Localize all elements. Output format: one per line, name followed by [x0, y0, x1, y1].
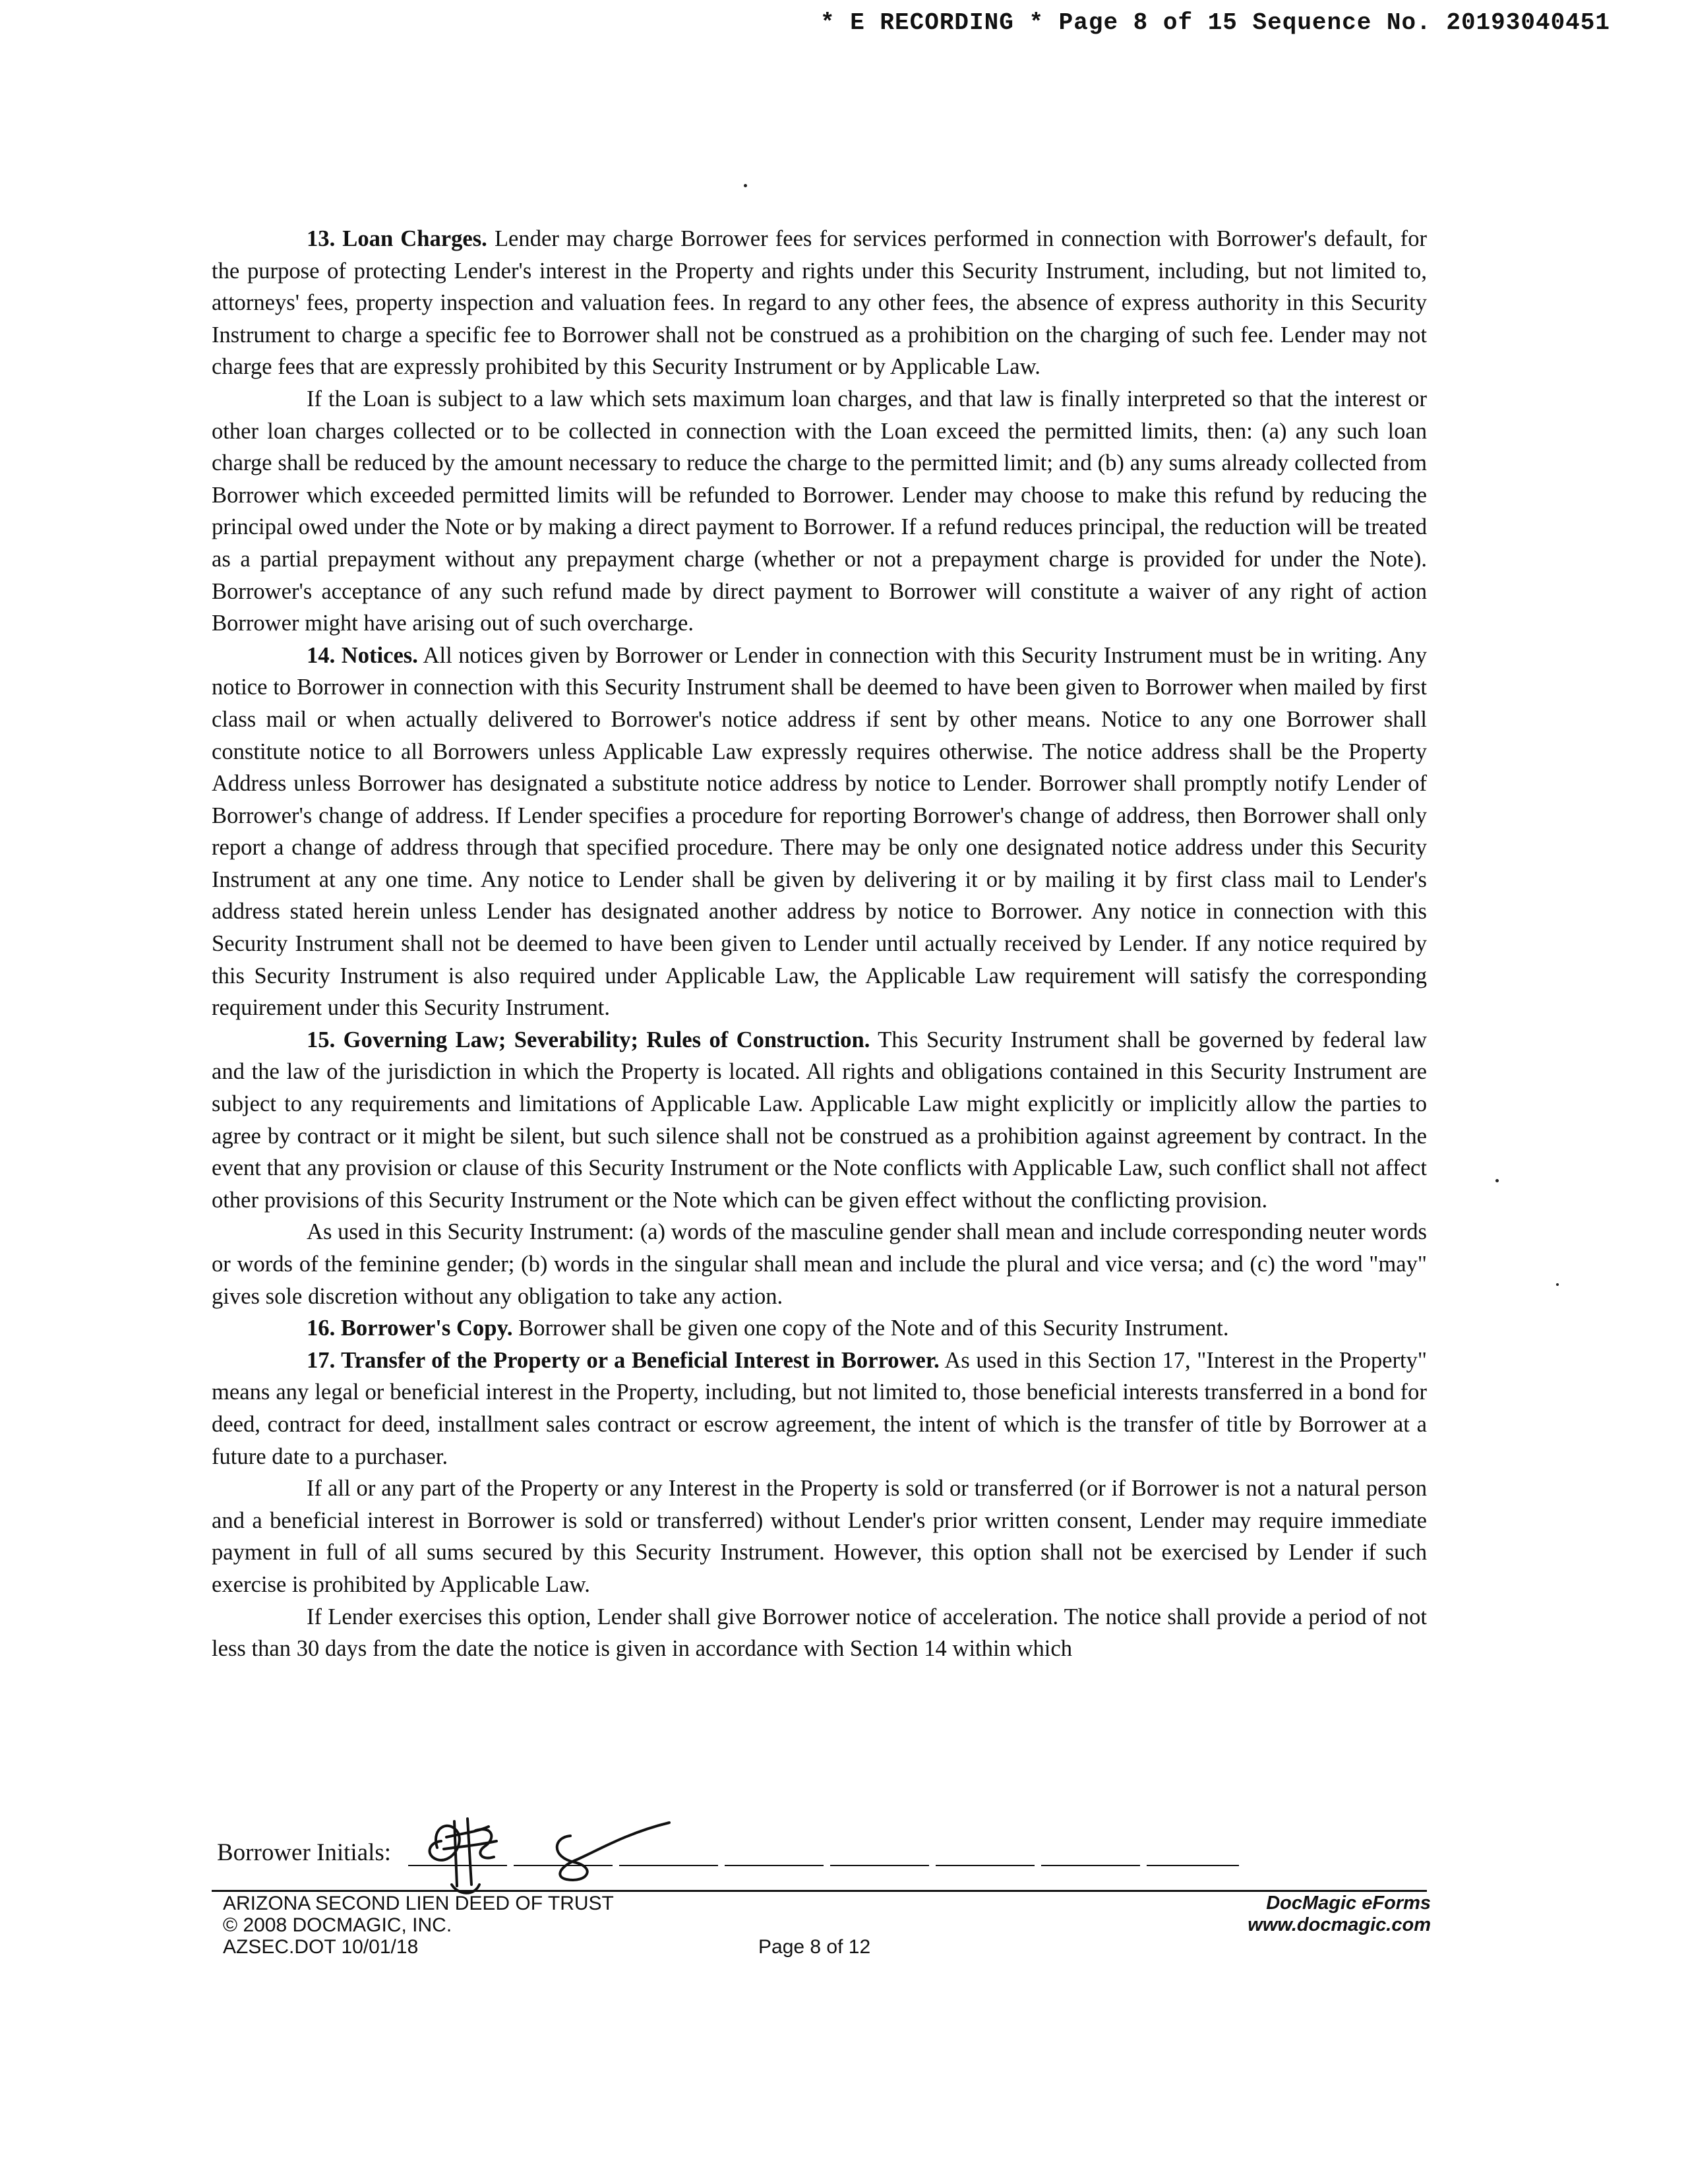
- page-number: Page 8 of 12: [758, 1936, 871, 1958]
- section-text: If Lender exercises this option, Lender shall give Borrower notice of acceleration. The notice shall provide a period of not less than 30 days from the date the notice is given in accordance with Section 14 within which: [212, 1604, 1427, 1662]
- section-text: This Security Instrument shall be governed by federal law and the law of the jurisdiction in which the Property is located. All rights and obligations contained in this Security Instrument are subject to any requirements and limitations of Applicable Law. Applicable Law might explicitly or implicitly allow the parties to agree by contract or it might be silent, but such silence shall not be construed as a prohibition against agreement by contract. In the event that any provision or clause of this Security Instrument or the Note conflicts with Applicable Law, such conflict shall not affect other provisions of this Security Instrument or the Note which can be given effect without the conflicting provision.: [212, 1027, 1427, 1213]
- scan-speck: [1556, 1283, 1559, 1286]
- form-title: ARIZONA SECOND LIEN DEED OF TRUST: [223, 1893, 614, 1914]
- footer-divider: [212, 1890, 1427, 1892]
- brand-website: www.docmagic.com: [1248, 1914, 1431, 1935]
- section-text: Lender may charge Borrower fees for services performed in connection with Borrower's default, for the purpose of protecting Lender's interest in the Property and rights under this Security Instrument, including, but not limited to, attorneys' fees, property inspection and valuation fees. In regard to any other fees, the absence of express authority in this Security Instrument to charge a specific fee to Borrower shall not be construed as a prohibition on the charging of such fee. Lender may not charge fees that are expressly prohibited by this Security Instrument or by Applicable Law.: [212, 226, 1428, 380]
- footer-brand: [1248, 1893, 1431, 1936]
- initials-line: [936, 1865, 1035, 1866]
- borrower-initials-row: [212, 1807, 1240, 1879]
- form-code: AZSEC.DOT 10/01/18: [223, 1936, 419, 1958]
- section-paragraph: [212, 383, 1427, 640]
- section-paragraph: [212, 1024, 1427, 1217]
- section-paragraph: [212, 1345, 1427, 1472]
- section-text: If the Loan is subject to a law which sets maximum loan charges, and that law is finally interpreted so that the interest or other loan charges collected or to be collected in connection with the Loan exceed the permitted limits, then: (a) any such loan charge shall be reduced by the amount necessary to reduce the charge to the permitted limit; and (b) any sums already collected from Borrower which exceeded permitted limits will be refunded to Borrower. Lender may choose to make this refund by reducing the principal owed under the Note or by making a direct payment to Borrower. If a refund reduces principal, the reduction will be treated as a partial prepayment without any prepayment charge (whether or not a prepayment charge is provided for under the Note). Borrower's acceptance of any such refund made by direct payment to Borrower will constitute a waiver of any right of action Borrower might have arising out of such overcharge.: [212, 386, 1427, 636]
- section-heading: 15. Governing Law; Severability; Rules of Construction.: [307, 1027, 870, 1052]
- borrower-initials-signature: [540, 1820, 672, 1886]
- section-paragraph: [212, 1216, 1427, 1312]
- section-paragraph: [212, 1472, 1427, 1600]
- recording-stamp: * E RECORDING * Page 8 of 15 Sequence No. 20193040451: [820, 9, 1610, 36]
- section-heading: 17. Transfer of the Property or a Beneficial Interest in Borrower.: [307, 1347, 940, 1373]
- document-body: [212, 223, 1427, 1665]
- scan-speck: [1495, 1179, 1499, 1182]
- section-text: As used in this Security Instrument: (a) words of the masculine gender shall mean and include corresponding neuter words or words of the feminine gender; (b) words in the singular shall mean and include the plural and vice versa; and (c) the word "may" gives sole discretion without any obligation to take any action.: [212, 1219, 1427, 1309]
- section-text: All notices given by Borrower or Lender in connection with this Security Instrument must be in writing. Any notice to Borrower in connection with this Security Instrument shall be deemed to have been given to Borrower when mailed by first class mail or when actually delivered to Borrower's notice address if sent by other means. Notice to any one Borrower shall constitute notice to all Borrowers unless Applicable Law expressly requires otherwise. The notice address shall be the Property Address unless Borrower has designated a substitute notice address by notice to Lender. Borrower shall promptly notify Lender of Borrower's change of address. If Lender specifies a procedure for reporting Borrower's change of address, then Borrower shall only report a change of address through that specified procedure. There may be only one designated notice address under this Security Instrument at any one time. Any notice to Lender shall be given by delivering it or by mailing it by first class mail to Lender's address stated herein unless Lender has designated another address by notice to Borrower. Any notice in connection with this Security Instrument shall not be deemed to have been given to Lender until actually received by Lender. If any notice required by this Security Instrument is also required under Applicable Law, the Applicable Law requirement will satisfy the corresponding requirement under this Security Instrument.: [212, 642, 1427, 1021]
- copyright: © 2008 DOCMAGIC, INC.: [223, 1914, 452, 1936]
- section-text: As used in this Section 17, "Interest in the Property" means any legal or beneficial interest in the Property, including, but not limited to, those beneficial interests transferred in a bond for deed, contract for deed, installment sales contract or escrow agreement, the intent of which is the transfer of title by Borrower at a future date to a purchaser.: [212, 1347, 1427, 1469]
- initials-line: [830, 1865, 929, 1866]
- section-paragraph: [212, 223, 1427, 383]
- scan-speck: [744, 184, 747, 187]
- brand-name: DocMagic: [1266, 1893, 1357, 1914]
- section-paragraph: [212, 640, 1427, 1024]
- section-heading: 16. Borrower's Copy.: [307, 1316, 513, 1341]
- initials-label: Borrower Initials:: [217, 1839, 392, 1866]
- section-text: Borrower shall be given one copy of the Note and of this Security Instrument.: [518, 1316, 1229, 1341]
- brand-line: [1248, 1893, 1431, 1914]
- section-heading: 14. Notices.: [307, 642, 418, 668]
- section-paragraph: [212, 1312, 1427, 1345]
- eforms-logo: eForms: [1362, 1893, 1431, 1914]
- initials-line: [1147, 1865, 1239, 1866]
- initials-line: [725, 1865, 824, 1866]
- initials-line: [1041, 1865, 1140, 1866]
- section-text: If all or any part of the Property or any Interest in the Property is sold or transferred (or if Borrower is not a natural person and a beneficial interest in Borrower is sold or transferred) without Lender's prior written consent, Lender may require immediate payment in full of all sums secured by this Security Instrument. However, this option shall not be exercised by Lender if such exercise is prohibited by Applicable Law.: [212, 1476, 1427, 1597]
- section-heading: 13. Loan Charges.: [307, 226, 487, 251]
- footer-form-info: [223, 1893, 614, 1958]
- section-paragraph: [212, 1601, 1427, 1665]
